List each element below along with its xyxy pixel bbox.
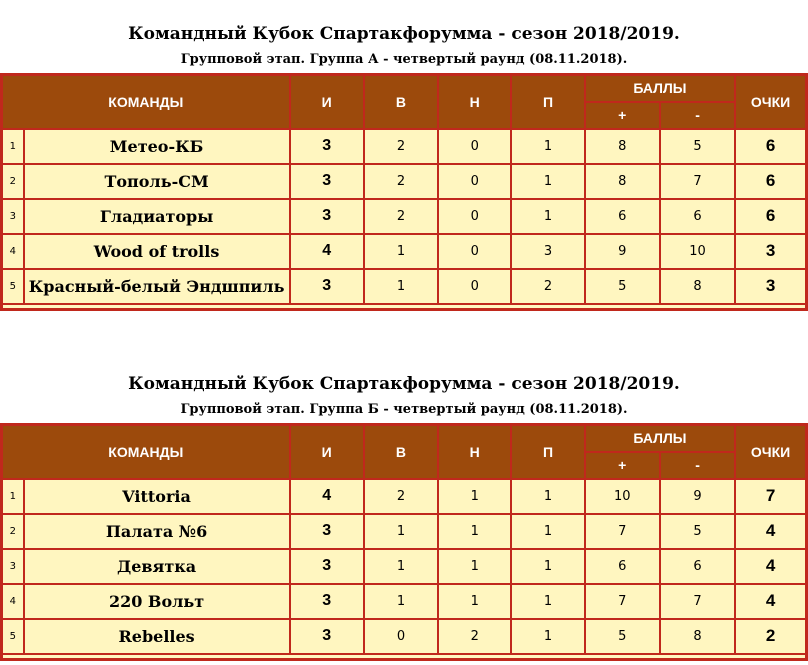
col-header-losses: П [511,425,584,479]
table-row [2,199,807,234]
points-plus: 7 [585,514,660,549]
games-played: 3 [290,164,364,199]
score: 6 [735,129,806,164]
points-minus: 6 [660,549,735,584]
losses: 1 [511,514,584,549]
col-header-teams: КОМАНДЫ [2,75,290,129]
row-number: 3 [2,199,24,234]
group-b-title: Командный Кубок Спартакфорумма - сезон 2018/2019. [128,374,680,394]
group-a-subtitle: Групповой этап. Группа А - четвертый раунд (08.11.2018). [180,52,628,67]
games-played: 3 [290,129,364,164]
table-row [2,584,807,619]
score: 4 [735,549,806,584]
col-header-wins: В [364,75,438,129]
points-plus: 8 [585,164,660,199]
score: 3 [735,234,806,269]
row-number: 5 [2,269,24,304]
points-minus: 8 [660,619,735,654]
points-minus: 10 [660,234,735,269]
points-minus: 5 [660,129,735,164]
col-header-plus: + [585,102,660,129]
wins: 2 [364,199,438,234]
col-header-minus: - [660,102,735,129]
losses: 1 [511,164,584,199]
games-played: 3 [290,619,364,654]
team-name: Wood of trolls [24,234,290,269]
games-played: 3 [290,199,364,234]
team-name: Vittoria [24,479,290,514]
group-a-title: Командный Кубок Спартакфорумма - сезон 2018/2019. [128,24,680,44]
losses: 1 [511,129,584,164]
group-b-table [0,423,808,661]
points-plus: 7 [585,584,660,619]
games-played: 3 [290,514,364,549]
points-plus: 5 [585,269,660,304]
table-row [2,269,807,304]
score: 3 [735,269,806,304]
losses: 3 [511,234,584,269]
col-header-points-group: БАЛЛЫ [585,425,736,452]
draws: 0 [438,269,511,304]
draws: 0 [438,164,511,199]
wins: 2 [364,164,438,199]
col-header-games: И [290,75,364,129]
score: 2 [735,619,806,654]
score: 7 [735,479,806,514]
row-number: 2 [2,164,24,199]
wins: 0 [364,619,438,654]
points-minus: 6 [660,199,735,234]
points-plus: 10 [585,479,660,514]
row-number: 5 [2,619,24,654]
table-footer-spacer [2,304,807,310]
draws: 1 [438,584,511,619]
team-name: 220 Вольт [24,584,290,619]
table-row [2,514,807,549]
points-minus: 7 [660,164,735,199]
col-header-draws: Н [438,75,511,129]
wins: 1 [364,549,438,584]
col-header-wins: В [364,425,438,479]
table-row [2,164,807,199]
team-name: Гладиаторы [24,199,290,234]
losses: 1 [511,584,584,619]
table-row [2,234,807,269]
score: 6 [735,199,806,234]
team-name: Метео-КБ [24,129,290,164]
row-number: 4 [2,234,24,269]
row-number: 2 [2,514,24,549]
table-row [2,549,807,584]
table-row [2,129,807,164]
draws: 1 [438,514,511,549]
score: 4 [735,514,806,549]
score: 4 [735,584,806,619]
draws: 1 [438,549,511,584]
table-row [2,619,807,654]
points-minus: 5 [660,514,735,549]
score: 6 [735,164,806,199]
draws: 1 [438,479,511,514]
points-plus: 6 [585,199,660,234]
draws: 0 [438,234,511,269]
col-header-minus: - [660,452,735,479]
col-header-teams: КОМАНДЫ [2,425,290,479]
wins: 1 [364,514,438,549]
wins: 1 [364,269,438,304]
games-played: 3 [290,269,364,304]
points-minus: 9 [660,479,735,514]
wins: 1 [364,584,438,619]
group-b-subtitle: Групповой этап. Группа Б - четвертый раунд (08.11.2018). [180,402,628,417]
games-played: 3 [290,549,364,584]
team-name: Палата №6 [24,514,290,549]
row-number: 1 [2,129,24,164]
losses: 2 [511,269,584,304]
draws: 0 [438,129,511,164]
points-minus: 8 [660,269,735,304]
row-number: 4 [2,584,24,619]
points-minus: 7 [660,584,735,619]
team-name: Красный-белый Эндшпиль [24,269,290,304]
losses: 1 [511,199,584,234]
losses: 1 [511,549,584,584]
draws: 0 [438,199,511,234]
draws: 2 [438,619,511,654]
losses: 1 [511,619,584,654]
points-plus: 8 [585,129,660,164]
points-plus: 6 [585,549,660,584]
games-played: 4 [290,234,364,269]
points-plus: 9 [585,234,660,269]
games-played: 3 [290,584,364,619]
col-header-losses: П [511,75,584,129]
col-header-games: И [290,425,364,479]
wins: 1 [364,234,438,269]
team-name: Тополь-СМ [24,164,290,199]
wins: 2 [364,479,438,514]
losses: 1 [511,479,584,514]
col-header-score: ОЧКИ [735,75,806,129]
team-name: Девятка [24,549,290,584]
team-name: Rebelles [24,619,290,654]
wins: 2 [364,129,438,164]
row-number: 3 [2,549,24,584]
table-footer-spacer [2,654,807,660]
row-number: 1 [2,479,24,514]
col-header-score: ОЧКИ [735,425,806,479]
games-played: 4 [290,479,364,514]
col-header-draws: Н [438,425,511,479]
points-plus: 5 [585,619,660,654]
table-row [2,479,807,514]
group-a-table [0,73,808,311]
col-header-points-group: БАЛЛЫ [585,75,736,102]
col-header-plus: + [585,452,660,479]
